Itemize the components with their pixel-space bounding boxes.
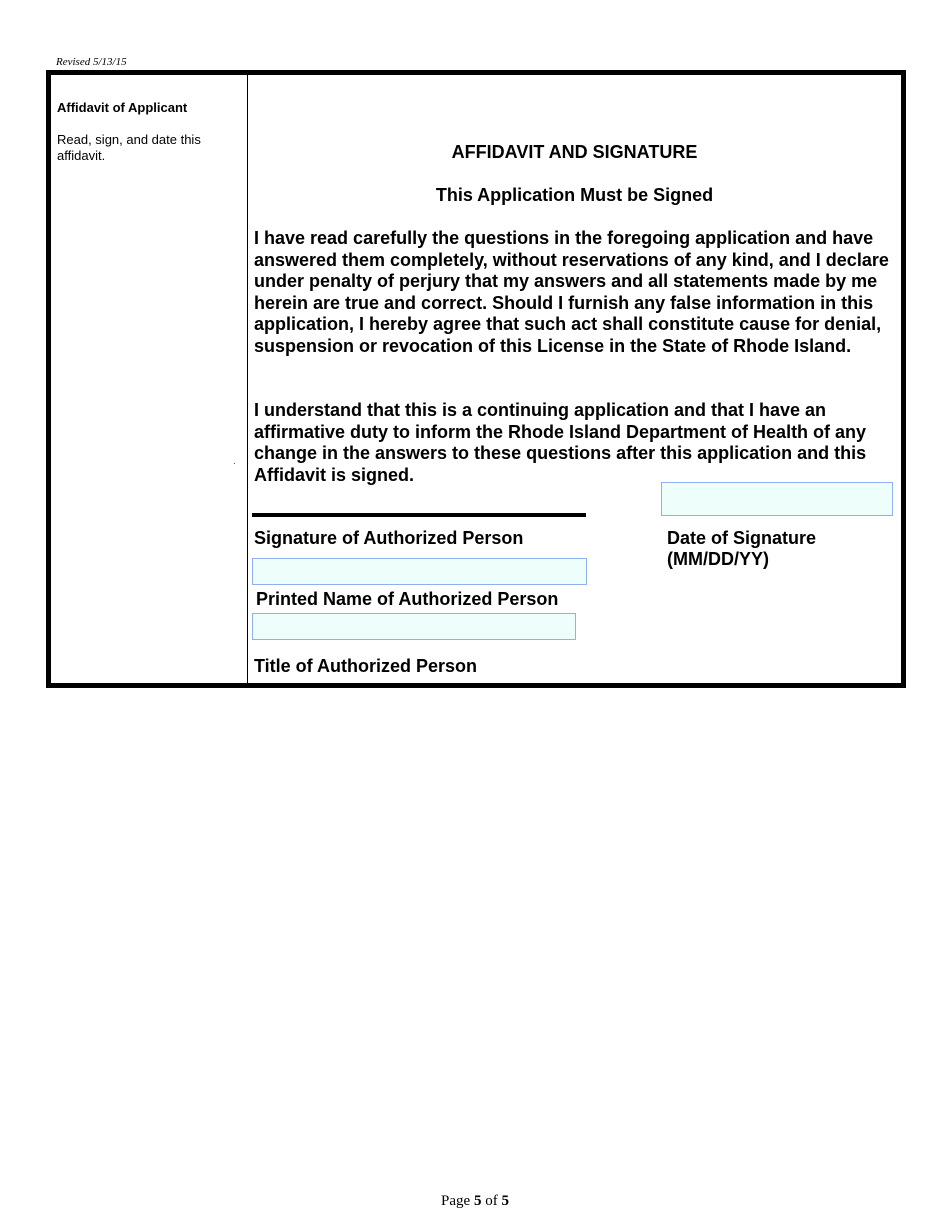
affidavit-frame [46,70,906,688]
signature-label: Signature of Authorized Person [254,528,524,548]
page-number [0,1193,950,1210]
total-pages: 5 [501,1193,509,1209]
printed-name-label: Printed Name of Authorized Person [256,589,559,609]
title-field[interactable] [252,613,576,640]
continuing-duty-statement: I understand that this is a continuing application and that I have an affirmative duty to inform the Rhode Island Department of Health of any change in the answers to these questions after this application and this Affidavit is signed. [254,400,867,485]
perjury-statement: I have read carefully the questions in the foregoing application and have answered them completely, without reservations of any kind, and I declare under penalty of perjury that my answers and all statements made by me herein are true and correct. Should I furnish any false information in this application, I hereby agree that such act shall constitute cause for denial, suspension or revocation of this License in the State of Rhode Island. [254,228,889,356]
signature-line[interactable] [252,513,586,517]
affidavit-body [248,75,901,683]
affidavit-title: AFFIDAVIT AND SIGNATURE [451,142,698,162]
current-page: 5 [473,1193,482,1209]
revision-date: Revised 5/13/15 [56,56,127,68]
sidebar [51,75,248,683]
sidebar-instruction: Read, sign, and date this affidavit. [57,132,201,163]
affidavit-subtitle: This Application Must be Signed [435,185,714,205]
date-of-signature-label: Date of Signature (MM/DD/YY) [667,528,817,569]
title-label: Title of Authorized Person [254,656,478,676]
date-of-signature-field[interactable] [661,482,893,516]
sidebar-heading: Affidavit of Applicant [57,100,188,115]
page-word: Page [441,1193,471,1209]
of-word: of [485,1193,498,1209]
stray-dot-mark: · [233,459,236,468]
printed-name-field[interactable] [252,558,587,585]
